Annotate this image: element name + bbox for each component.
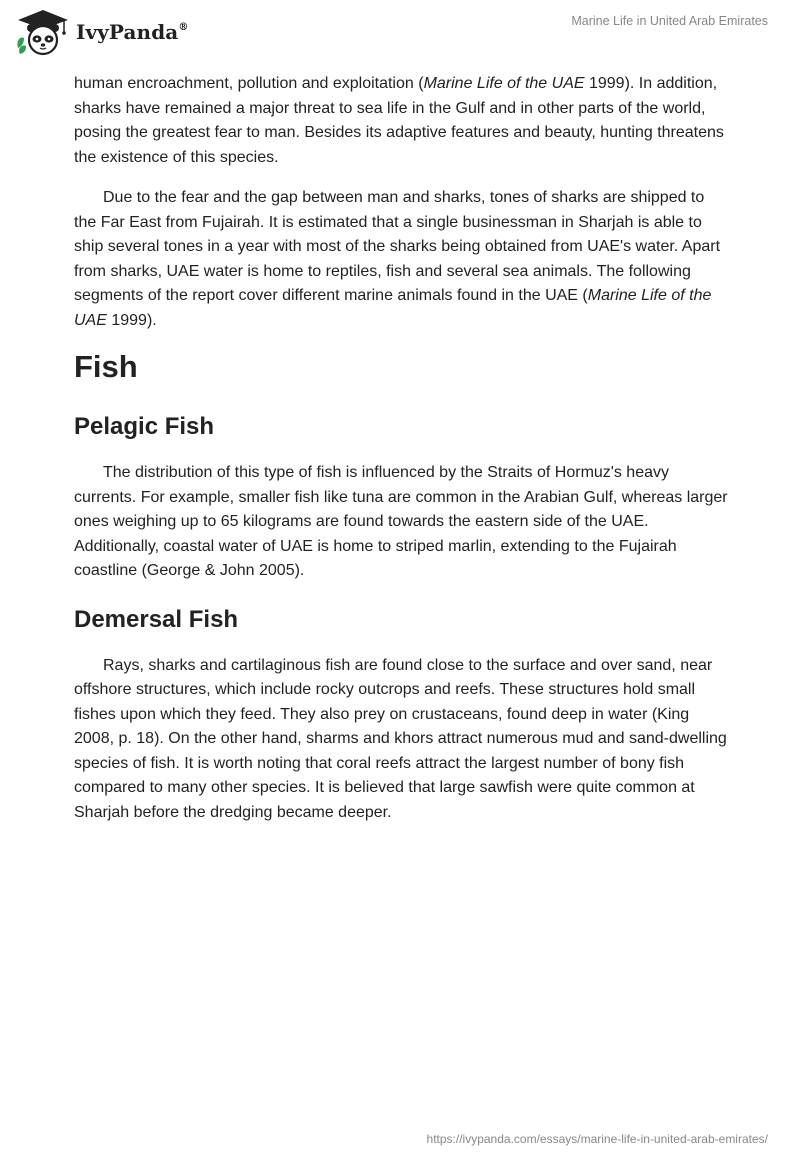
- panda-graduation-cap-icon: [14, 8, 72, 56]
- citation-title: Marine Life of the UAE: [423, 75, 585, 92]
- heading-fish: Fish: [74, 349, 138, 384]
- paragraph-4: Rays, sharks and cartilaginous fish are found close to the surface and over sand, near offshore structures, which include rocky outcrops and reefs. These structures hold small fishes upon which they feed. They also prey on crustaceans, found deep in water (King 2008, p. 18). On the other hand, sharms and khors attract numerous mud and sand-dwelling species of fish. It is worth noting that coral reefs attract the largest number of bony fish compared to many other species. It is believed that large sawfish were quite common at Sharjah before the dredging became deeper.: [74, 656, 727, 821]
- heading-demersal-fish: Demersal Fish: [74, 605, 239, 633]
- heading-pelagic-fish: Pelagic Fish: [74, 413, 215, 440]
- essay-content: [74, 72, 730, 841]
- ivypanda-logo[interactable]: [14, 8, 188, 56]
- source-url-link[interactable]: https://ivypanda.com/essays/marine-life-in-united-arab-emirates/: [426, 1132, 768, 1146]
- paragraph-2: Due to the fear and the gap between man and sharks, tones of sharks are shipped to the Far East from Fujairah. It is estimated that a single businessman in Sharjah is able to ship several tones in a year with most of the sharks being obtained from UAE's water. Apart from sharks, UAE water is home to reptiles, fish and several sea animals. The following segments of the report cover different marine animals found in the UAE (Marine Life of the UAE 1999).: [74, 189, 721, 329]
- brand-name: IvyPanda®: [76, 20, 189, 44]
- citation-title: Marine Life of the UAE: [74, 287, 712, 329]
- paragraph-3: The distribution of this type of fish is influenced by the Straits of Hormuz's heavy currents. For example, smaller fish like tuna are common in the Arabian Gulf, whereas larger ones weighing up to 65 kilograms are found towards the eastern side of the UAE. Additionally, coastal water of UAE is home to striped marlin, extending to the Fujairah coastline (George & John 2005).: [74, 464, 728, 579]
- registered-mark: ®: [178, 22, 189, 34]
- page-header: [0, 0, 800, 62]
- document-title: Marine Life in United Arab Emirates: [571, 14, 768, 28]
- paragraph-1: human encroachment, pollution and exploitation (Marine Life of the UAE 1999). In addition, sharks have remained a major threat to sea life in the Gulf and in other parts of the world, posing the greatest fear to man. Besides its adaptive features and beauty, hunting threatens the existence of this species.: [74, 75, 724, 166]
